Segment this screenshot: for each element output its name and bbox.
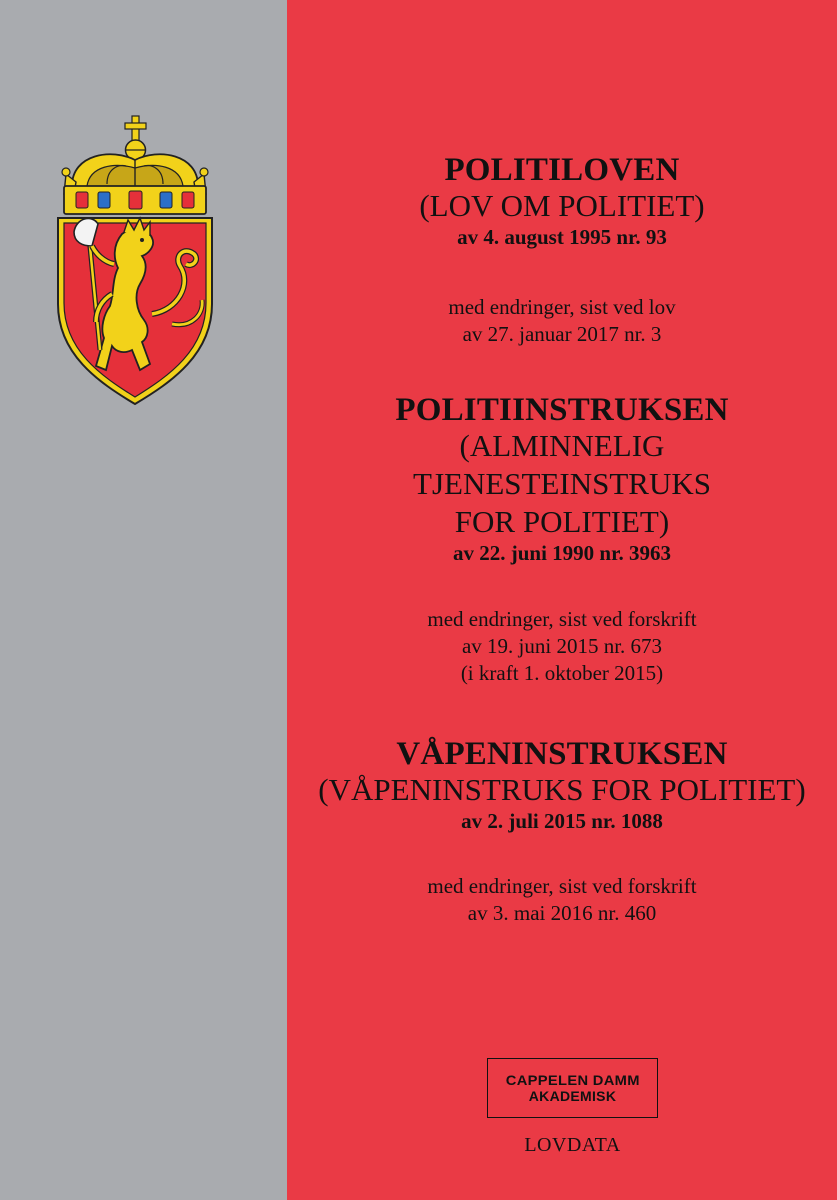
note-line: av 19. juni 2015 nr. 673 (461, 634, 663, 658)
note-line: med endringer, sist ved forskrift (427, 607, 697, 631)
section-subtitle: (LOV OM POLITIET) (419, 188, 705, 223)
section-subtitle: FOR POLITIET) (454, 504, 670, 539)
section-title: POLITILOVEN (444, 152, 680, 188)
section-note-politiinstruksen (287, 606, 837, 687)
section-date: av 22. juni 1990 nr. 3963 (452, 541, 671, 565)
note-line: med endringer, sist ved forskrift (427, 874, 697, 898)
section-note-politiloven (287, 294, 837, 348)
publisher-line1: CAPPELEN DAMM (505, 1072, 640, 1088)
norwegian-coat-of-arms-icon (52, 114, 218, 406)
note-line: av 3. mai 2016 nr. 460 (467, 901, 657, 925)
section-politiinstruksen (287, 394, 837, 564)
publisher-line2: AKADEMISK (528, 1088, 617, 1104)
section-politiloven (287, 154, 837, 248)
note-line: av 27. januar 2017 nr. 3 (462, 322, 662, 346)
imprint-lovdata: LOVDATA (524, 1134, 621, 1156)
section-subtitle: TJENESTEINSTRUKS (413, 466, 711, 501)
note-line: med endringer, sist ved lov (448, 295, 676, 319)
section-title: VÅPENINSTRUKSEN (396, 736, 728, 772)
section-subtitle: (VÅPENINSTRUKS FOR POLITIET) (318, 772, 806, 807)
publisher-logo (487, 1058, 658, 1118)
section-note-vapeninstruksen (287, 873, 837, 927)
section-date: av 4. august 1995 nr. 93 (457, 225, 667, 249)
section-subtitle: (ALMINNELIG (459, 428, 665, 463)
note-line: (i kraft 1. oktober 2015) (460, 661, 664, 685)
section-date: av 2. juli 2015 nr. 1088 (461, 809, 663, 833)
section-vapeninstruksen (287, 738, 837, 832)
section-title: POLITIINSTRUKSEN (395, 392, 729, 428)
